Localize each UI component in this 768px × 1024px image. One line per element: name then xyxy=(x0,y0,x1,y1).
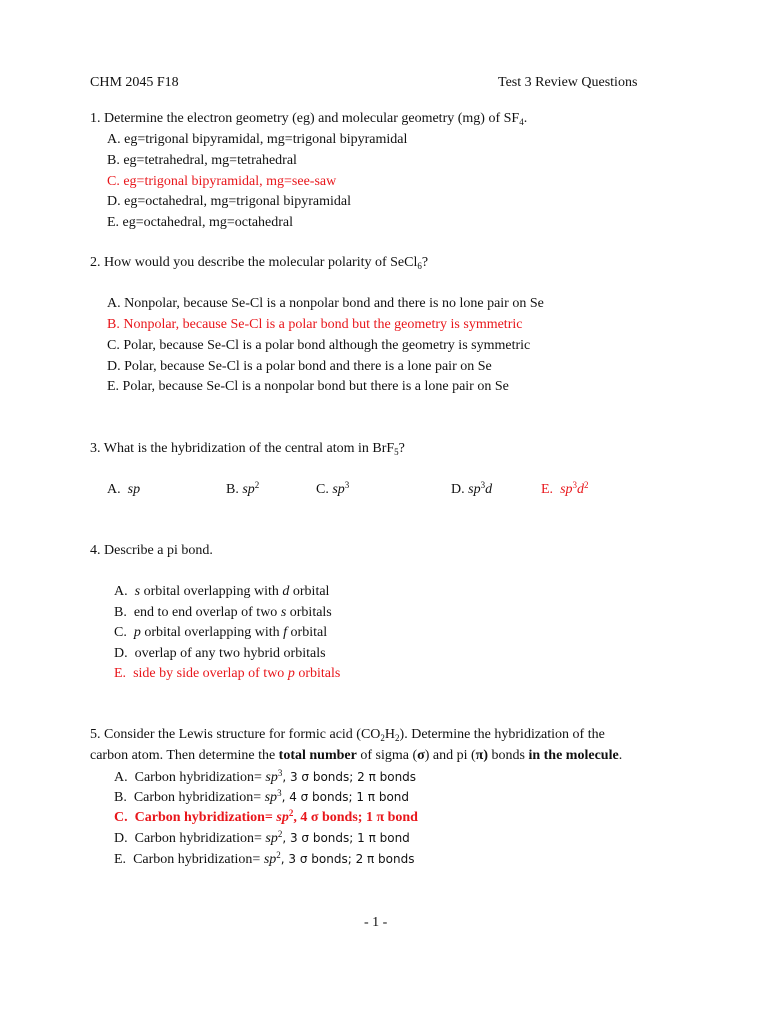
course-code: CHM 2045 F18 xyxy=(90,75,179,90)
hybridization-superscript: 3 xyxy=(277,768,283,778)
option-text: D. xyxy=(114,646,135,661)
option-text: C. xyxy=(114,625,134,640)
option-text: orbital xyxy=(289,584,330,599)
option-text: side by side overlap of two xyxy=(133,666,288,681)
question-5-line-2 xyxy=(90,747,622,765)
question-3-text xyxy=(90,440,405,458)
question-4-text: 4. Describe a pi bond. xyxy=(90,543,213,558)
q4-option-c xyxy=(114,624,327,642)
q4-option-b xyxy=(114,604,332,622)
q3-e-label: E. xyxy=(541,482,554,497)
q1-option-e: E. eg=octahedral, mg=octahedral xyxy=(107,215,294,230)
q3-end: ? xyxy=(398,441,405,456)
q5-option-b xyxy=(114,788,409,807)
question-2-text xyxy=(90,254,428,272)
q4-option-d xyxy=(114,645,326,663)
q5-option-c-answer xyxy=(114,809,418,827)
q3-d-value-2: d xyxy=(485,482,493,497)
bond-counts: , 3 σ bonds; 1 π bond xyxy=(282,831,410,845)
option-prefix: Carbon hybridization= xyxy=(133,852,264,867)
bond-counts: , 3 σ bonds; 2 π bonds xyxy=(282,770,417,784)
q5-line2-part-e: . xyxy=(618,748,623,763)
q5-option-a xyxy=(114,768,416,787)
option-text: E. xyxy=(114,666,134,681)
q2-option-d: D. Polar, because Se-Cl is a polar bond and there is a lone pair on Se xyxy=(107,359,492,374)
q5-line1-part-c: ). Determine the hybridization of the xyxy=(399,727,605,742)
q3-c-sup: 3 xyxy=(344,480,350,490)
hybridization-term: sp xyxy=(265,831,278,846)
q5-in-molecule-bold: in the molecule xyxy=(528,748,619,763)
hybridization-superscript: 2 xyxy=(288,808,294,818)
italic-term: f xyxy=(283,625,288,640)
q2-option-c: C. Polar, because Se-Cl is a polar bond although the geometry is symmetric xyxy=(107,338,531,353)
q5-line2-part-c: ) and pi ( xyxy=(424,748,476,763)
q3-option-e-answer xyxy=(541,481,589,499)
option-text: orbitals xyxy=(286,605,332,620)
q2-option-a: A. Nonpolar, because Se-Cl is a nonpolar bond and there is no lone pair on Se xyxy=(107,296,544,311)
q3-e-value: sp xyxy=(560,482,573,497)
q5-line2-part-b: of sigma ( xyxy=(356,748,418,763)
document-title: Test 3 Review Questions xyxy=(498,75,638,90)
q5-total-number-bold: total number xyxy=(278,748,357,763)
q1-option-d: D. eg=octahedral, mg=trigonal bipyramidal xyxy=(107,194,351,209)
q1-subscript: 4 xyxy=(519,117,524,127)
q3-c-label: C. xyxy=(316,482,329,497)
q3-subscript: 5 xyxy=(394,447,399,457)
italic-term: d xyxy=(282,584,290,599)
option-prefix: Carbon hybridization= xyxy=(134,831,266,846)
q5-option-d xyxy=(114,829,410,848)
q3-option-c xyxy=(316,481,349,499)
q1-option-a: A. eg=trigonal bipyramidal, mg=trigonal bipyramidal xyxy=(107,132,408,147)
hybridization-superscript: 2 xyxy=(277,829,283,839)
italic-term: s xyxy=(280,605,287,620)
q2-option-e: E. Polar, because Se-Cl is a nonpolar bond but there is a lone pair on Se xyxy=(107,379,509,394)
hybridization-superscript: 2 xyxy=(276,850,281,860)
question-1-text xyxy=(90,110,527,128)
option-prefix: Carbon hybridization= xyxy=(134,810,277,825)
option-text: orbital xyxy=(287,625,328,640)
option-text: B. xyxy=(114,605,134,620)
q3-c-value: sp xyxy=(332,482,345,497)
q5-line2-part-a: carbon atom. Then determine the xyxy=(90,748,279,763)
option-label: B. xyxy=(114,790,134,805)
q4-option-a xyxy=(114,583,329,601)
q5-sub-2: 2 xyxy=(395,733,400,743)
italic-term: p xyxy=(133,625,141,640)
bond-counts: , 4 σ bonds; 1 π bond xyxy=(281,790,410,804)
option-text: A. xyxy=(114,584,135,599)
q3-option-d xyxy=(451,481,492,499)
pi-symbol: π) xyxy=(475,748,489,763)
option-text: orbital overlapping with xyxy=(140,625,284,640)
q3-b-value: sp xyxy=(242,482,255,497)
q3-e-sup-1: 3 xyxy=(572,480,578,490)
option-label: C. xyxy=(114,810,135,825)
option-label: A. xyxy=(114,770,135,785)
q5-line1-part-a: 5. Consider the Lewis structure for formic acid (CO xyxy=(90,727,381,742)
q2-option-b-answer: B. Nonpolar, because Se-Cl is a polar bond but the geometry is symmetric xyxy=(107,317,523,332)
bond-counts: , 3 σ bonds; 2 π bonds xyxy=(280,852,415,866)
hybridization-term: sp xyxy=(265,770,278,785)
q3-stem: 3. What is the hybridization of the central atom in BrF xyxy=(90,441,395,456)
q3-e-sup-2: 2 xyxy=(584,480,589,490)
option-text: end to end overlap of two xyxy=(133,605,281,620)
q5-line2-part-d: bonds xyxy=(488,748,529,763)
q3-b-sup: 2 xyxy=(254,480,260,490)
q3-a-label: A. xyxy=(107,482,121,497)
sigma-symbol: σ xyxy=(417,748,425,763)
q3-option-b xyxy=(226,481,259,499)
hybridization-term: sp xyxy=(263,852,277,867)
q3-d-value: sp xyxy=(468,482,481,497)
q3-d-label: D. xyxy=(451,482,465,497)
q1-option-c-answer: C. eg=trigonal bipyramidal, mg=see-saw xyxy=(107,174,337,189)
q2-end: ? xyxy=(421,255,429,270)
hybridization-term: sp xyxy=(276,810,289,825)
option-label: E. xyxy=(114,852,134,867)
q3-a-value: sp xyxy=(127,482,141,497)
option-prefix: Carbon hybridization= xyxy=(133,790,265,805)
q5-sub-1: 2 xyxy=(380,733,385,743)
bond-counts: , 4 σ bonds; 1 π bond xyxy=(293,810,418,825)
option-text: orbital overlapping with xyxy=(140,584,283,599)
option-text: orbitals xyxy=(294,666,341,681)
q2-stem: 2. How would you describe the molecular polarity of SeCl xyxy=(90,255,418,270)
q1-end: . xyxy=(523,111,528,126)
page-number: - 1 - xyxy=(364,915,388,930)
q2-subscript: 6 xyxy=(417,261,422,271)
q4-option-e-answer xyxy=(114,665,340,683)
question-5-line-1 xyxy=(90,726,605,744)
q5-option-e xyxy=(114,850,415,869)
option-prefix: Carbon hybridization= xyxy=(134,770,266,785)
hybridization-term: sp xyxy=(264,790,278,805)
q1-stem: 1. Determine the electron geometry (eg) and molecular geometry (mg) of SF xyxy=(90,111,520,126)
q5-line1-part-b: H xyxy=(384,727,396,742)
hybridization-superscript: 3 xyxy=(277,788,282,798)
q3-e-value-2: d xyxy=(577,482,585,497)
q1-option-b: B. eg=tetrahedral, mg=tetrahedral xyxy=(107,153,297,168)
italic-term: s xyxy=(134,584,141,599)
italic-term: p xyxy=(287,666,295,681)
q3-b-label: B. xyxy=(226,482,239,497)
option-text: overlap of any two hybrid orbitals xyxy=(134,646,326,661)
q3-option-a xyxy=(107,481,140,499)
option-label: D. xyxy=(114,831,135,846)
q3-d-sup: 3 xyxy=(480,480,486,490)
